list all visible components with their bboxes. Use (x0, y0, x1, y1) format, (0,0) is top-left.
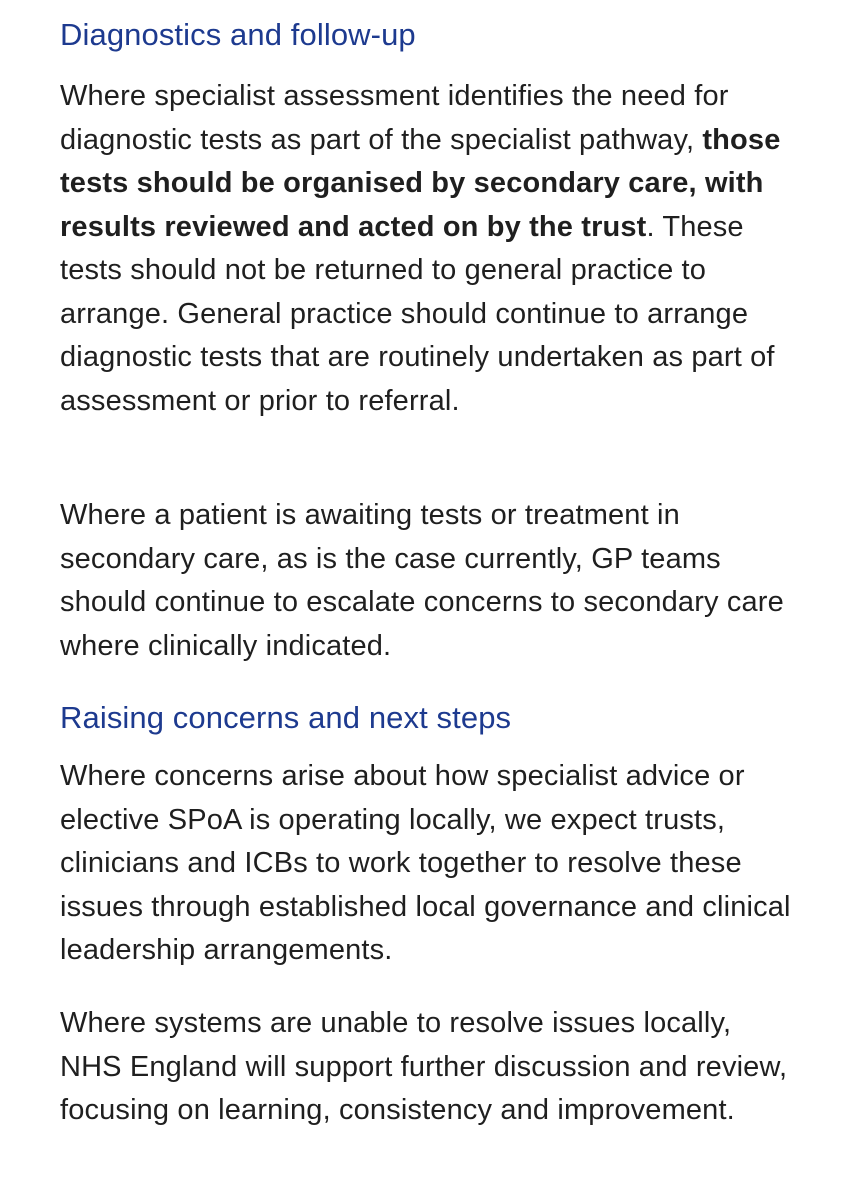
section-heading-diagnostics: Diagnostics and follow-up (60, 17, 416, 52)
paragraph-diagnostic-tests (60, 75, 800, 423)
paragraph-awaiting-tests: Where a patient is awaiting tests or treatment in secondary care, as is the case currently, GP teams should continue to escalate concerns to secondary care where clinically indicated. (60, 499, 784, 662)
paragraph-concerns-arise: Where concerns arise about how specialist advice or elective SPoA is operating locally, we expect trusts, clinicians and ICBs to work together to resolve these issues through established local governance and clinical leadership arrangements. (60, 760, 791, 966)
paragraph-nhs-support: Where systems are unable to resolve issues locally, NHS England will support further discussion and review, focusing on learning, consistency and improvement. (60, 1007, 788, 1126)
section-heading-raising-concerns: Raising concerns and next steps (60, 700, 512, 735)
paragraph-text: . These tests should not be returned to general practice to arrange. General practice should continue to arrange diagnostic tests that are routinely undertaken as part of assessment or prior to referral. (60, 210, 775, 417)
paragraph-text: Where specialist assessment identifies the need for diagnostic tests as part of the specialist pathway, (60, 80, 729, 156)
bold-emphasis: those tests should be organised by secondary care, with results reviewed and acted on by the trust (60, 123, 781, 243)
